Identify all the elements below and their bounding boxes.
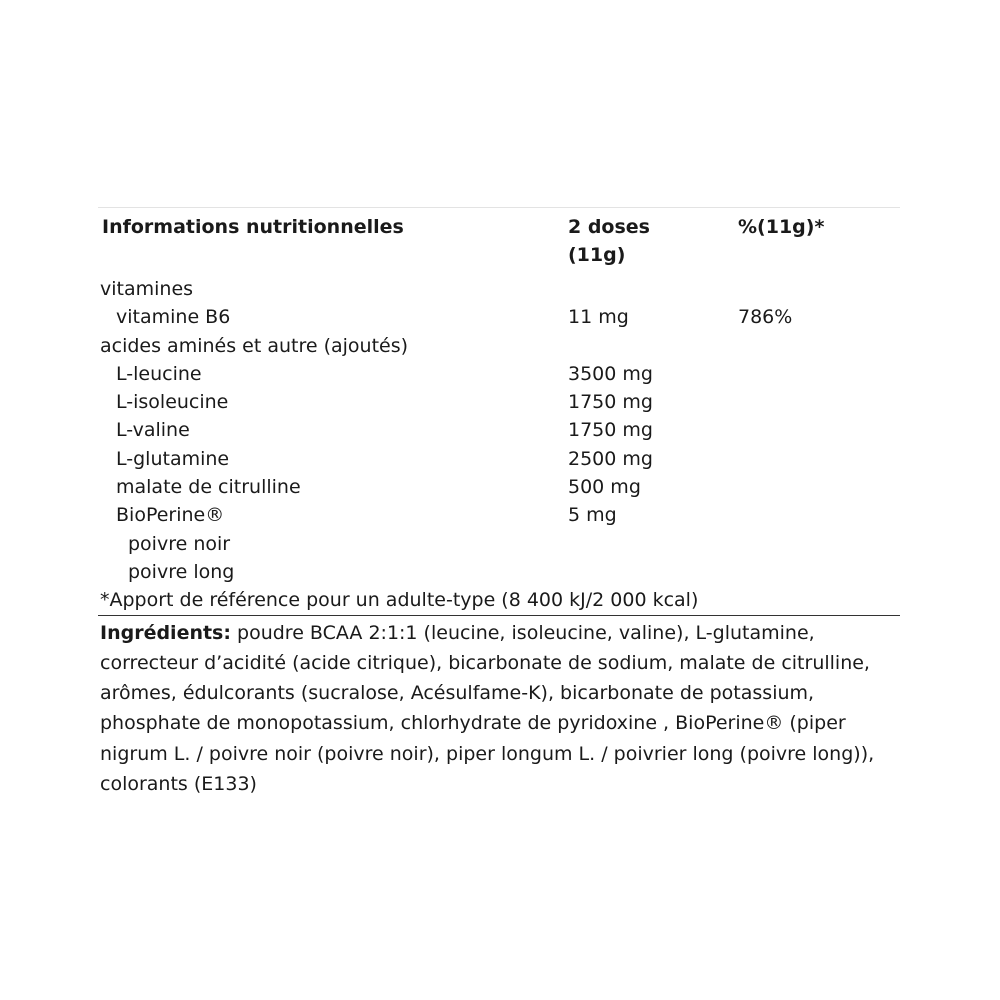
row-percent bbox=[738, 445, 898, 473]
row-percent: 786% bbox=[738, 306, 793, 329]
row-percent bbox=[738, 332, 898, 360]
row-name: malate de citrulline bbox=[116, 476, 301, 499]
table-row bbox=[98, 445, 900, 473]
row-dose: 11 mg bbox=[568, 306, 629, 329]
table-row bbox=[98, 558, 900, 586]
row-dose bbox=[568, 530, 738, 558]
row-dose: 1750 mg bbox=[568, 391, 653, 414]
table-row bbox=[98, 416, 900, 444]
table-title: Informations nutritionnelles bbox=[102, 216, 404, 238]
percent-column-header: %(11g)* bbox=[738, 216, 825, 238]
table-header bbox=[98, 213, 900, 269]
table-row bbox=[98, 388, 900, 416]
row-name: L-leucine bbox=[116, 362, 202, 385]
top-divider bbox=[98, 207, 900, 208]
row-dose bbox=[568, 275, 738, 303]
row-name: BioPerine® bbox=[116, 504, 225, 527]
row-name: L-isoleucine bbox=[116, 391, 229, 414]
table-row bbox=[98, 473, 900, 501]
ingredients-paragraph bbox=[98, 616, 900, 800]
dose-header-line2: (11g) bbox=[568, 244, 626, 266]
row-dose: 1750 mg bbox=[568, 419, 653, 442]
row-name: L-glutamine bbox=[116, 447, 230, 470]
row-percent bbox=[738, 360, 898, 388]
row-percent bbox=[738, 388, 898, 416]
row-name: L-valine bbox=[116, 419, 190, 442]
row-percent bbox=[738, 530, 898, 558]
row-percent bbox=[738, 416, 898, 444]
row-dose bbox=[568, 332, 738, 360]
row-dose bbox=[568, 558, 738, 586]
table-row bbox=[98, 360, 900, 388]
row-name: vitamines bbox=[100, 278, 194, 300]
reference-footnote: *Apport de référence pour un adulte-type (8 400 kJ/2 000 kcal) bbox=[100, 589, 699, 612]
row-dose: 3500 mg bbox=[568, 362, 653, 385]
dose-header-line1: 2 doses bbox=[568, 216, 650, 238]
row-percent bbox=[738, 275, 898, 303]
row-dose: 2500 mg bbox=[568, 447, 653, 470]
row-name: poivre long bbox=[128, 560, 235, 583]
row-name: acides aminés et autre (ajoutés) bbox=[100, 334, 409, 357]
table-row bbox=[98, 303, 900, 331]
row-percent bbox=[738, 473, 898, 501]
row-percent bbox=[738, 558, 898, 586]
table-row bbox=[98, 501, 900, 529]
nutrition-panel bbox=[98, 207, 900, 799]
table-row bbox=[98, 530, 900, 558]
table-row bbox=[98, 275, 900, 303]
row-percent bbox=[738, 501, 898, 529]
table-row bbox=[98, 332, 900, 360]
row-name: poivre noir bbox=[128, 532, 231, 555]
row-dose: 500 mg bbox=[568, 476, 641, 499]
row-dose: 5 mg bbox=[568, 504, 617, 527]
ingredients-label: Ingrédients: bbox=[100, 621, 231, 644]
ingredients-text: poudre BCAA 2:1:1 (leucine, isoleucine, valine), L-glutamine, correcteur d’acidité (acide citrique), bicarbonate de sodium, malate de citrulline, arômes, édulcorants (sucralose, Acésulfame-K), bicarbonate de potassium, phosphate de monopotassium, chlorhydrate de pyridoxine , BioPerine® (piper nigrum L. / poivre noir (poivre noir), piper longum L. / poivrier long (poivre long)), colorants (E133) bbox=[100, 621, 875, 796]
dose-column-header bbox=[568, 213, 738, 269]
row-name: vitamine B6 bbox=[116, 306, 231, 329]
